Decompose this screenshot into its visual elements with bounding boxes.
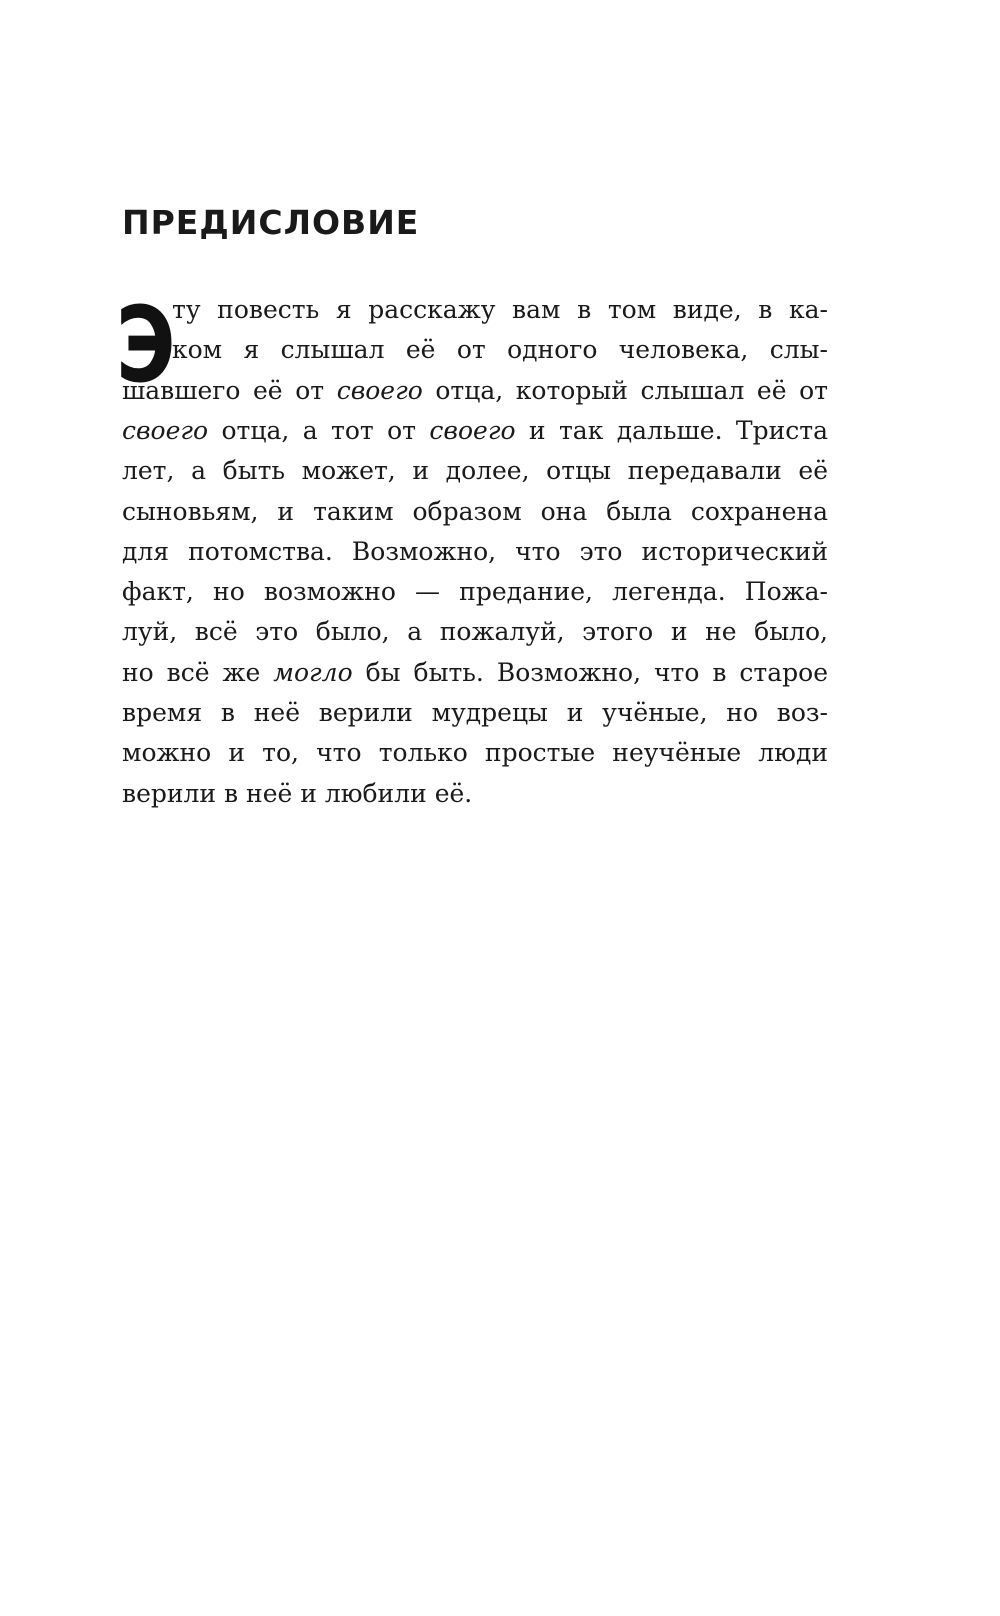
- text-line: [122, 778, 828, 808]
- text-segment: факт, но возможно — предание, легенда. Пожа-: [122, 577, 828, 607]
- drop-cap: Э: [116, 284, 176, 406]
- text-segment: и так дальше. Триста: [515, 415, 828, 445]
- emphasis-word: своего: [122, 415, 209, 445]
- text-segment: но всё же: [122, 657, 274, 687]
- chapter-title: ПРЕДИСЛОВИЕ: [122, 203, 420, 242]
- emphasis-word: могло: [273, 657, 353, 687]
- emphasis-word: своего: [429, 415, 516, 445]
- text-segment: ту повесть я расскажу вам в том виде, в ка-: [172, 295, 828, 324]
- text-segment: ком я слышал её от одного человека, слы-: [172, 335, 828, 365]
- text-line: [122, 375, 828, 405]
- text-segment: лет, а быть может, и долее, отцы передавали её: [122, 456, 828, 486]
- text-segment: можно и то, что только простые неучёные люди: [122, 738, 828, 768]
- text-segment: шавшего её от: [122, 375, 337, 405]
- text-line: [122, 496, 828, 526]
- text-segment: сыновьям, и таким образом она была сохранена: [122, 496, 828, 526]
- text-segment: луй, всё это было, а пожалуй, этого и не было,: [122, 617, 828, 647]
- text-line: [122, 577, 828, 607]
- emphasis-word: своего: [336, 375, 423, 405]
- text-line: [172, 297, 828, 322]
- text-segment: верили в неё и любили её.: [122, 778, 473, 808]
- text-segment: отца, который слышал её от: [422, 375, 828, 405]
- text-line: [122, 700, 828, 725]
- text-line: [122, 456, 828, 486]
- text-segment: время в неё верили мудрецы и учёные, но воз-: [122, 698, 828, 727]
- text-line: [172, 335, 828, 365]
- text-line: [122, 738, 828, 768]
- text-segment: отца, а тот от: [208, 415, 430, 445]
- text-segment: для потомства. Возможно, что это исторический: [122, 536, 828, 566]
- text-line: [122, 415, 828, 445]
- text-segment: бы быть. Возможно, что в старое: [352, 657, 828, 687]
- text-line: [122, 657, 828, 687]
- text-line: [122, 536, 828, 566]
- text-line: [122, 617, 828, 647]
